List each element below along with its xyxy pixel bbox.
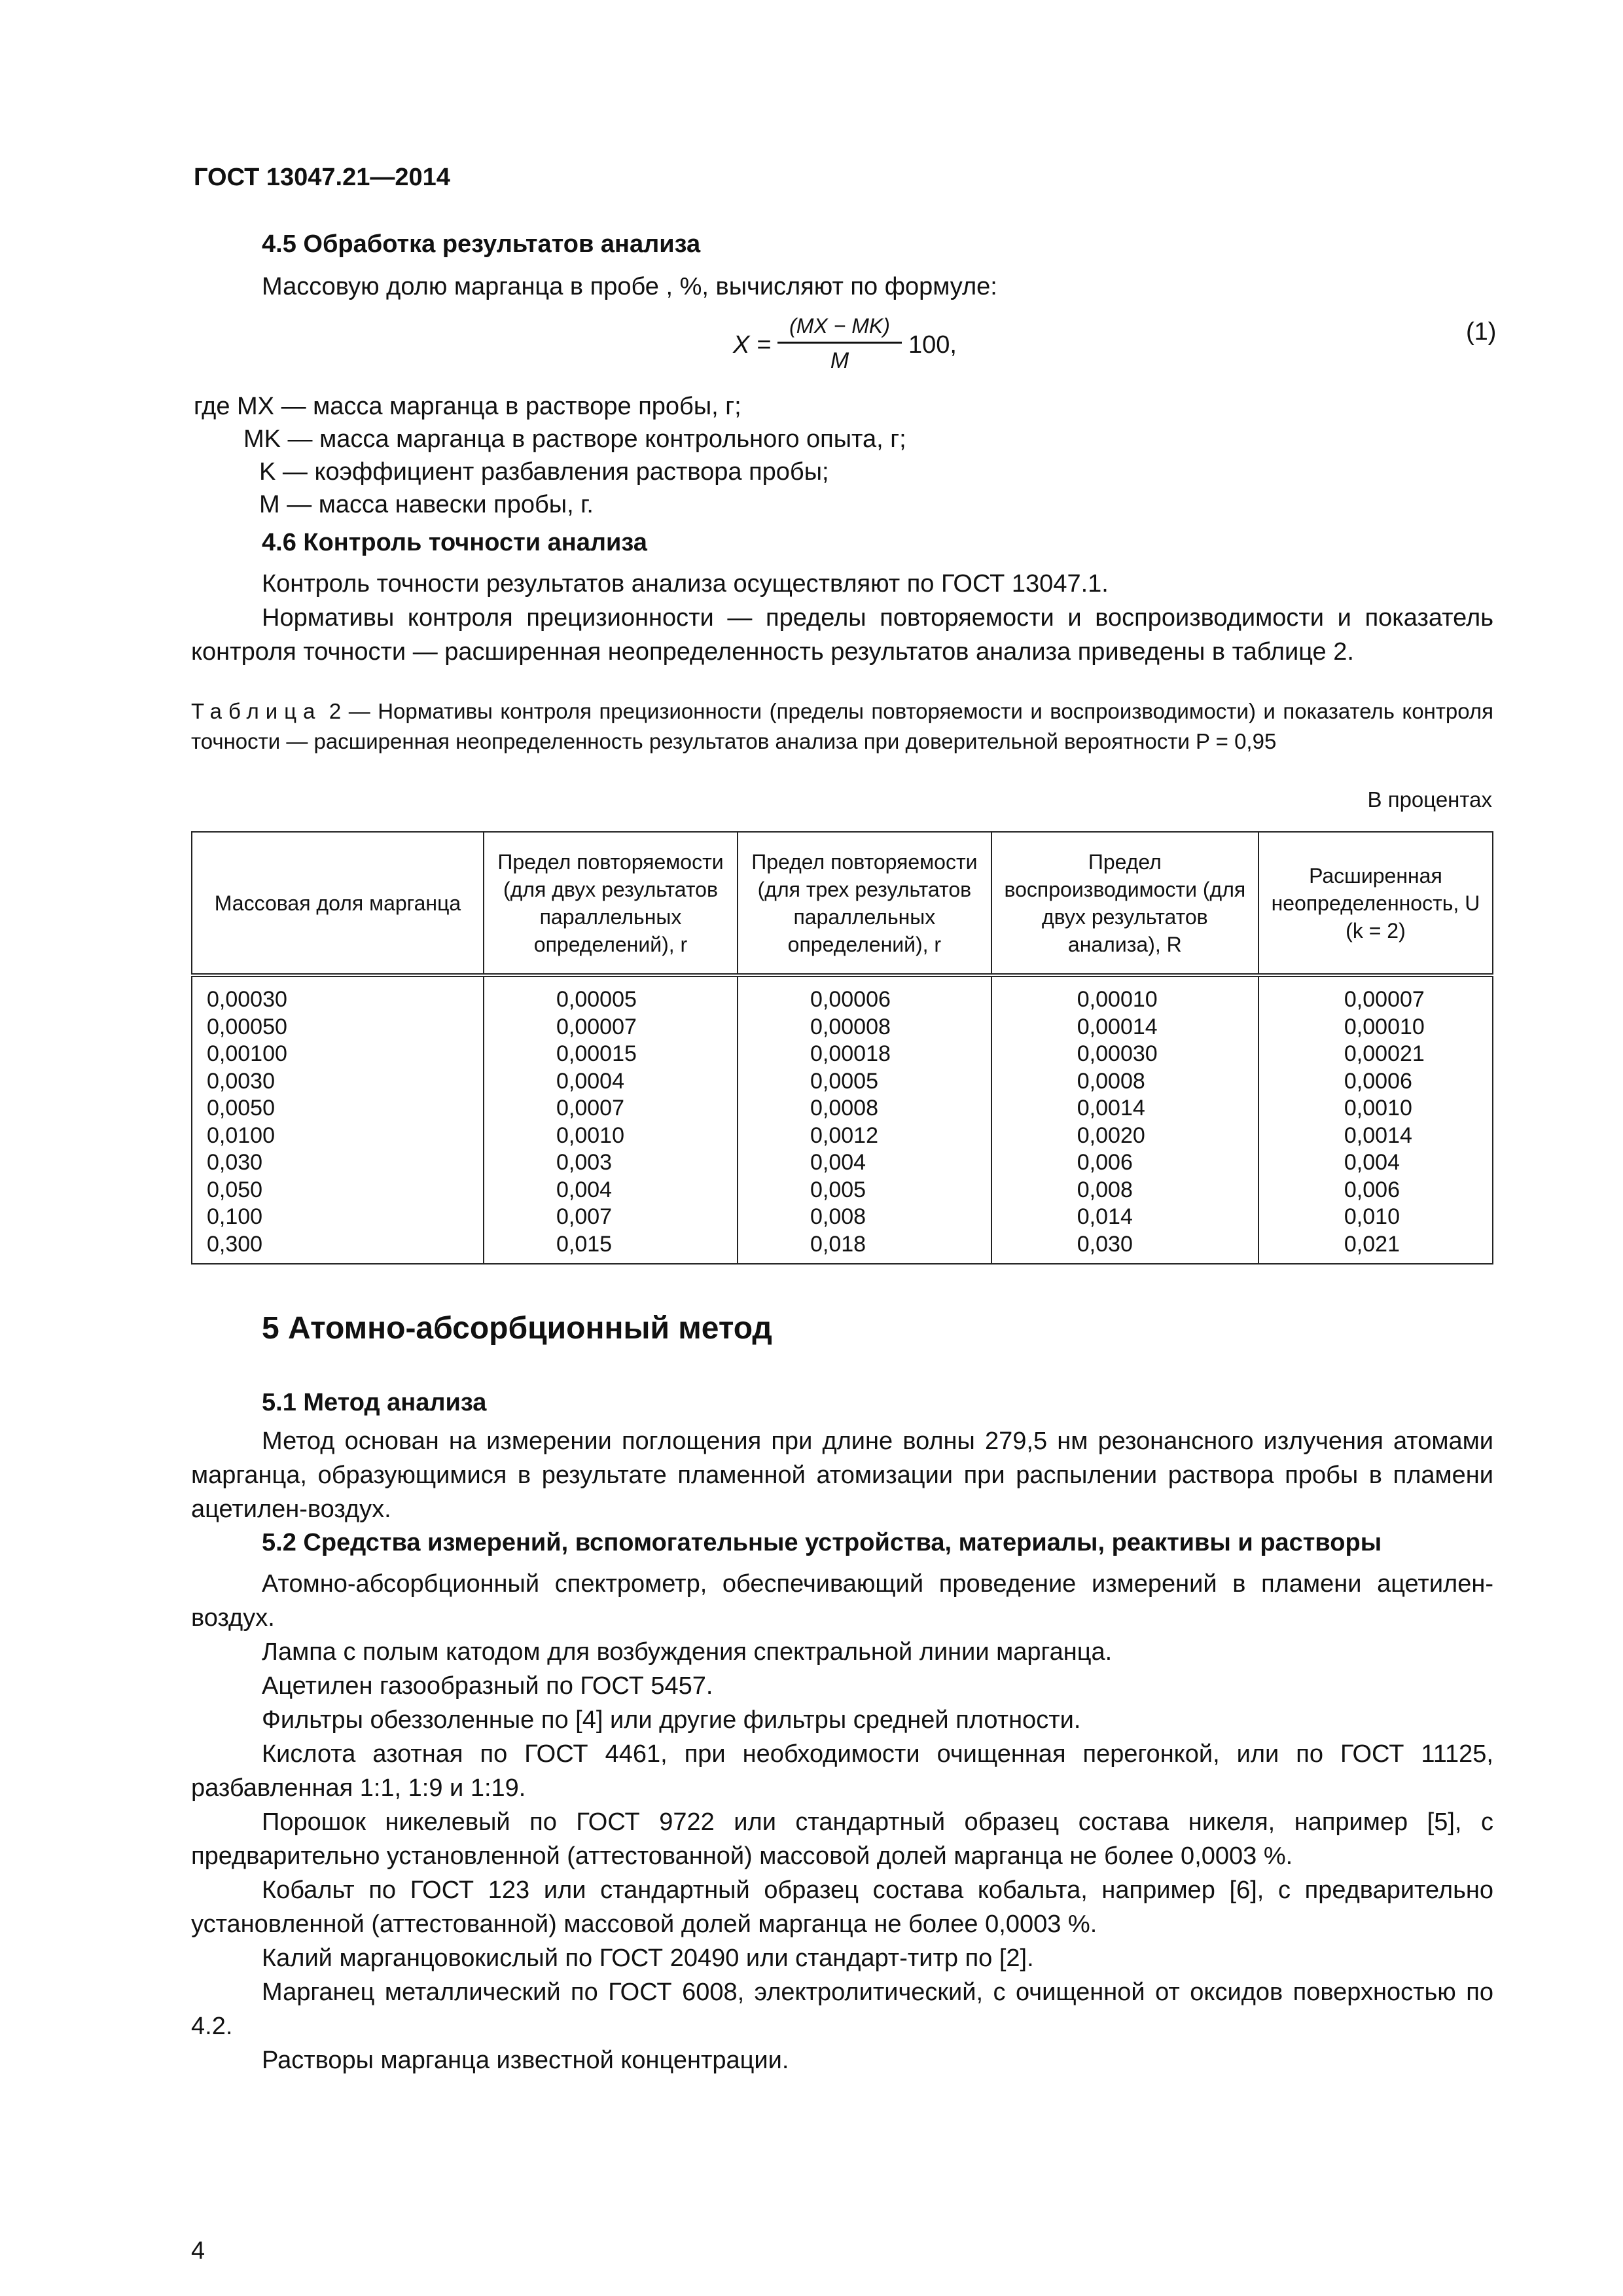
table-cell: 0,0010 [1258,1095,1493,1122]
table-cell: 0,008 [991,1177,1258,1204]
table-cell: 0,0014 [991,1095,1258,1122]
table-cell: 0,00007 [1258,975,1493,1014]
table-cell: 0,0014 [1258,1122,1493,1150]
list-item: Марганец металлический по ГОСТ 6008, электролитический, с очищенной от оксидов поверхностью по 4.2. [191,1979,1493,2040]
table-cell: 0,00018 [738,1041,991,1068]
section-5-2-list [191,1567,1493,2077]
table-cell: 0,00006 [738,975,991,1014]
table-cell: 0,00021 [1258,1041,1493,1068]
table-cell: 0,00050 [192,1014,484,1041]
table-row [192,1095,1493,1122]
table-2-caption [191,696,1493,757]
table-cell: 0,010 [1258,1204,1493,1231]
formula-1 [733,313,1008,385]
section-5-2-heading: 5.2 Средства измерений, вспомогательные устройства, материалы, реактивы и растворы [262,1529,1382,1556]
table-cell: 0,004 [738,1149,991,1177]
document-code: ГОСТ 13047.21—2014 [194,164,450,191]
col-header-reproducibility: Предел воспроизводимости (для двух результатов анализа), R [991,832,1258,975]
table-cell: 0,021 [1258,1231,1493,1265]
table-cell: 0,007 [484,1204,738,1231]
table-cell: 0,300 [192,1231,484,1265]
table-cell: 0,0030 [192,1068,484,1096]
col-header-repeatability-3: Предел повторяемости (для трех результатов параллельных определений), r [738,832,991,975]
table-cell: 0,006 [1258,1177,1493,1204]
list-item: Лампа с полым катодом для возбуждения спектральной линии марганца. [262,1638,1113,1666]
table-cell: 0,0004 [484,1068,738,1096]
table-row [192,1041,1493,1068]
table-row [192,1068,1493,1096]
formula-rhs: 100, [908,331,957,359]
table-cell: 0,00005 [484,975,738,1014]
table-cell: 0,00008 [738,1014,991,1041]
table-cell: 0,00014 [991,1014,1258,1041]
table-caption-label: Таблица [191,699,322,723]
list-item: Кислота азотная по ГОСТ 4461, при необходимости очищенная перегонкой, или по ГОСТ 11125, разбавленная 1:1, 1:9 и 1:19. [191,1740,1493,1802]
formula-denominator: M [830,348,849,373]
list-item: Порошок никелевый по ГОСТ 9722 или стандартный образец состава никеля, например [5], с предварительно установленной (аттестованной) массовой долей марганца не более 0,0003 %. [191,1808,1493,1870]
table-cell: 0,008 [738,1204,991,1231]
table-cell: 0,005 [738,1177,991,1204]
section-4-6-p1: Контроль точности результатов анализа осуществляют по ГОСТ 13047.1. [262,570,1109,598]
table-cell: 0,0100 [192,1122,484,1150]
formula-lhs: X = [733,331,772,359]
table-row [192,1014,1493,1041]
table-cell: 0,0006 [1258,1068,1493,1096]
table-2 [191,831,1493,1265]
table-cell: 0,0012 [738,1122,991,1150]
equation-number: (1) [1466,318,1497,346]
table-caption-text: 2 — Нормативы контроля прецизионности (пределы повторяемости и воспроизводимости) и показатель контроля точности — расширенная неопределенность результатов анализа при доверительной вероятности P = 0,95 [191,699,1494,753]
table-cell: 0,00010 [1258,1014,1493,1041]
legend-line-mx: где MX — масса марганца в растворе пробы, г; [194,393,741,420]
section-4-5-heading: 4.5 Обработка результатов анализа [262,230,701,258]
section-5-1-heading: 5.1 Метод анализа [262,1389,487,1416]
table-cell: 0,00015 [484,1041,738,1068]
table-cell: 0,0020 [991,1122,1258,1150]
table-cell: 0,050 [192,1177,484,1204]
section-4-6-p2: Нормативы контроля прецизионности — пределы повторяемости и воспроизводимости и показатель контроля точности — расширенная неопределенность результатов анализа приведены в таблице 2. [191,604,1493,666]
table-row [192,1231,1493,1265]
table-header-row [192,832,1493,975]
list-item: Ацетилен газообразный по ГОСТ 5457. [262,1672,713,1700]
col-header-repeatability-2: Предел повторяемости (для двух результатов параллельных определений), r [484,832,738,975]
table-cell: 0,014 [991,1204,1258,1231]
list-item: Атомно-абсорбционный спектрометр, обеспечивающий проведение измерений в пламени ацетилен-воздух. [191,1570,1493,1632]
list-item: Растворы марганца известной концентрации. [262,2047,789,2074]
table-row [192,1149,1493,1177]
table-cell: 0,0008 [738,1095,991,1122]
table-row [192,1177,1493,1204]
table-cell: 0,015 [484,1231,738,1265]
table-row [192,975,1493,1014]
fraction-bar [777,342,902,344]
table-row [192,1204,1493,1231]
table-row [192,1122,1493,1150]
legend-line-m: M — масса навески пробы, г. [259,491,594,518]
table-cell: 0,006 [991,1149,1258,1177]
table-cell: 0,00030 [192,975,484,1014]
table-cell: 0,0005 [738,1068,991,1096]
table-cell: 0,030 [192,1149,484,1177]
table-cell: 0,0008 [991,1068,1258,1096]
table-cell: 0,004 [484,1177,738,1204]
table-units: В процентах [1367,787,1492,812]
section-5-heading: 5 Атомно-абсорбционный метод [262,1311,772,1346]
section-4-6-heading: 4.6 Контроль точности анализа [262,529,647,556]
list-item: Калий марганцовокислый по ГОСТ 20490 или стандарт-титр по [2]. [262,1945,1034,1972]
table-cell: 0,004 [1258,1149,1493,1177]
table-cell: 0,00007 [484,1014,738,1041]
formula-fraction [777,313,902,374]
legend-line-mk: MK — масса марганца в растворе контрольного опыта, г; [243,425,906,453]
table-cell: 0,0050 [192,1095,484,1122]
page-number: 4 [191,2237,205,2265]
legend-line-k: K — коэффициент разбавления раствора пробы; [259,458,829,486]
table-cell: 0,100 [192,1204,484,1231]
formula-numerator: (MX − MK) [789,314,890,338]
table-cell: 0,00030 [991,1041,1258,1068]
formula-legend [194,390,906,521]
table-cell: 0,00010 [991,975,1258,1014]
col-header-uncertainty: Расширенная неопределенность, U (k = 2) [1258,832,1493,975]
section-4-5-intro: Массовую долю марганца в пробе , %, вычисляют по формуле: [262,273,997,300]
list-item: Фильтры обеззоленные по [4] или другие фильтры средней плотности. [262,1706,1081,1734]
table-cell: 0,003 [484,1149,738,1177]
section-5-1-text: Метод основан на измерении поглощения при длине волны 279,5 нм резонансного излучения атомами марганца, образующимися в результате пламенной атомизации при распылении раствора пробы в пламени ацетилен-воздух. [191,1427,1493,1523]
list-item: Кобальт по ГОСТ 123 или стандартный образец состава кобальта, например [6], с предварительно установленной (аттестованной) массовой долей марганца не более 0,0003 %. [191,1876,1493,1938]
table-cell: 0,0007 [484,1095,738,1122]
table-cell: 0,0010 [484,1122,738,1150]
table-cell: 0,030 [991,1231,1258,1265]
table-cell: 0,00100 [192,1041,484,1068]
table-cell: 0,018 [738,1231,991,1265]
col-header-mass-fraction: Массовая доля марганца [192,832,484,975]
